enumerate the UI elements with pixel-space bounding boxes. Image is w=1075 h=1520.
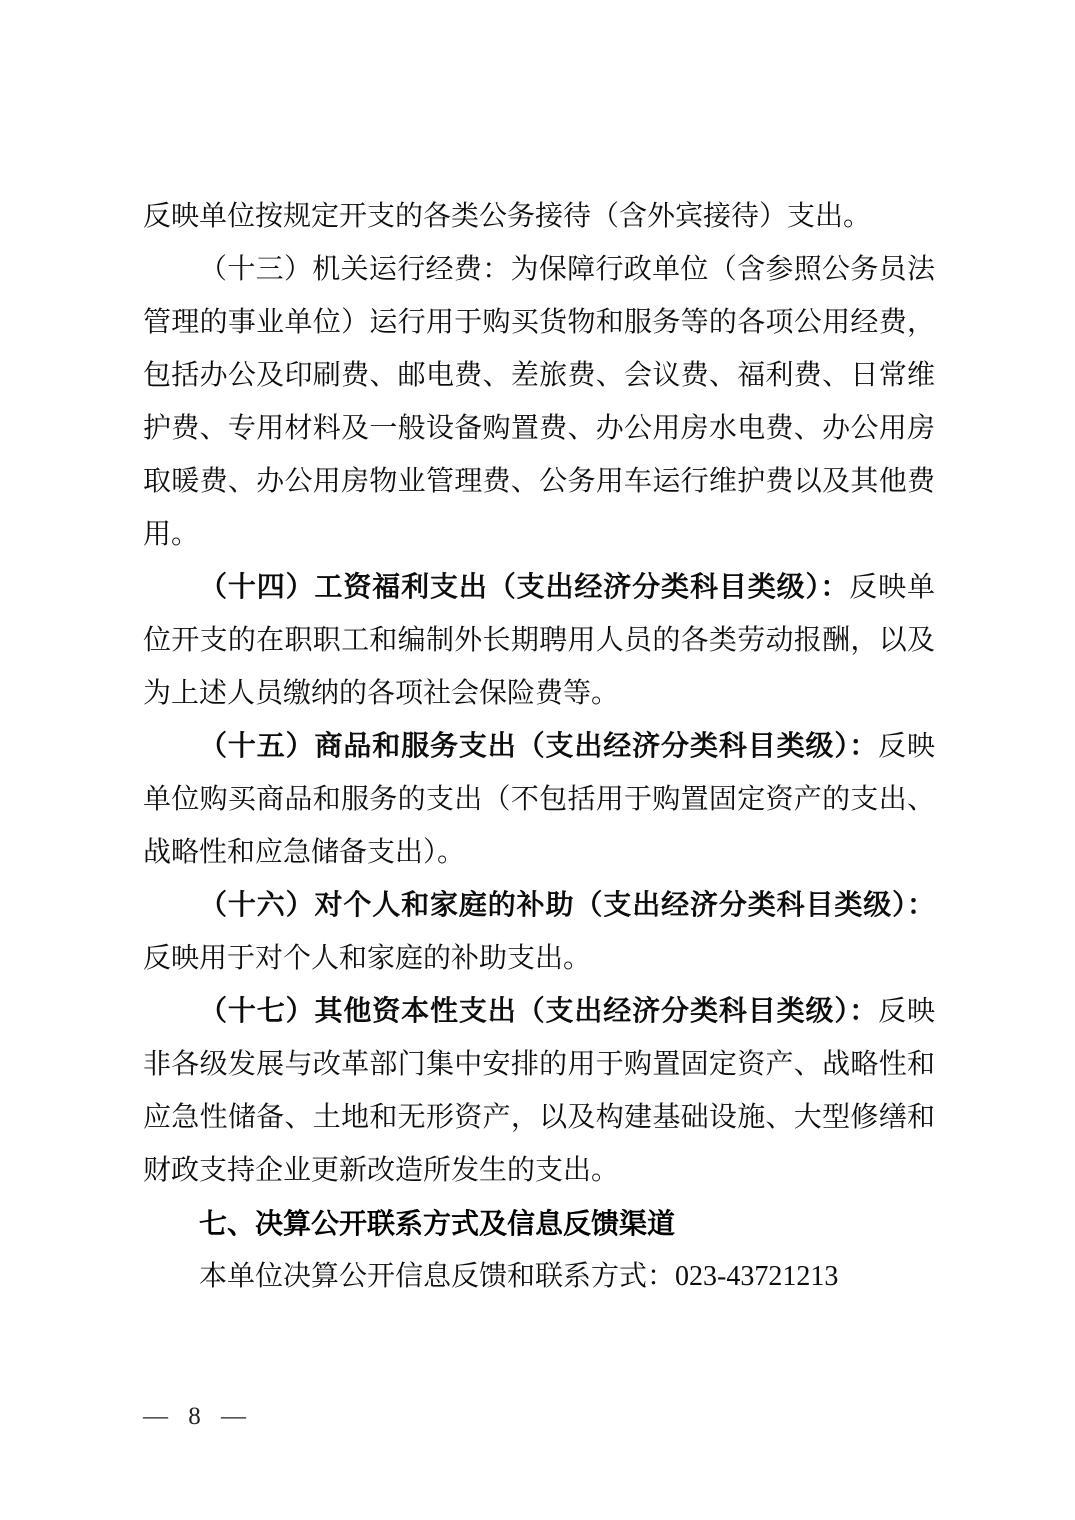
clause-15-heading: （十五）商品和服务支出（支出经济分类科目类级）：: [199, 731, 879, 762]
clause-14-body: 反映单位开支的在职职工和编制外长期聘用人员的各类劳动报酬，以及为上述人员缴纳的各项社会保险费等。: [143, 572, 935, 709]
paragraph-item-17: [143, 985, 935, 1197]
paragraph-contact-info: 本单位决算公开信息反馈和联系方式：023-43721213: [199, 1261, 839, 1292]
clause-15-body: 反映单位购买商品和服务的支出（不包括用于购置固定资产的支出、战略性和应急储备支出）。: [143, 731, 935, 868]
clause-17-heading: （十七）其他资本性支出（支出经济分类科目类级）：: [199, 996, 879, 1027]
paragraph-hospitality-continuation: 反映单位按规定开支的各类公务接待（含外宾接待）支出。: [143, 201, 872, 232]
paragraph-item-16: [143, 879, 935, 985]
paragraph-item-15: [143, 720, 935, 879]
clause-16-body: 反映用于对个人和家庭的补助支出。: [143, 943, 592, 974]
document-body: [143, 190, 935, 1303]
clause-16-heading: （十六）对个人和家庭的补助（支出经济分类科目类级）：: [199, 890, 935, 921]
section-heading-seven: 七、决算公开联系方式及信息反馈渠道: [199, 1208, 676, 1239]
page-number: — 8 —: [143, 1403, 253, 1430]
paragraph-item-13: （十三）机关运行经费：为保障行政单位（含参照公务员法管理的事业单位）运行用于购买货物和服务等的各项公用经费，包括办公及印刷费、邮电费、差旅费、会议费、福利费、日常维护费、专用材料及一般设备购置费、办公用房水电费、办公用房取暖费、办公用房物业管理费、公务用车运行维护费以及其他费用。: [143, 254, 935, 550]
clause-14-heading: （十四）工资福利支出（支出经济分类科目类级）：: [199, 572, 850, 603]
paragraph-item-14: [143, 561, 935, 720]
clause-17-body: 反映非各级发展与改革部门集中安排的用于购置固定资产、战略性和应急性储备、土地和无形资产，以及构建基础设施、大型修缮和财政支持企业更新改造所发生的支出。: [143, 996, 935, 1186]
